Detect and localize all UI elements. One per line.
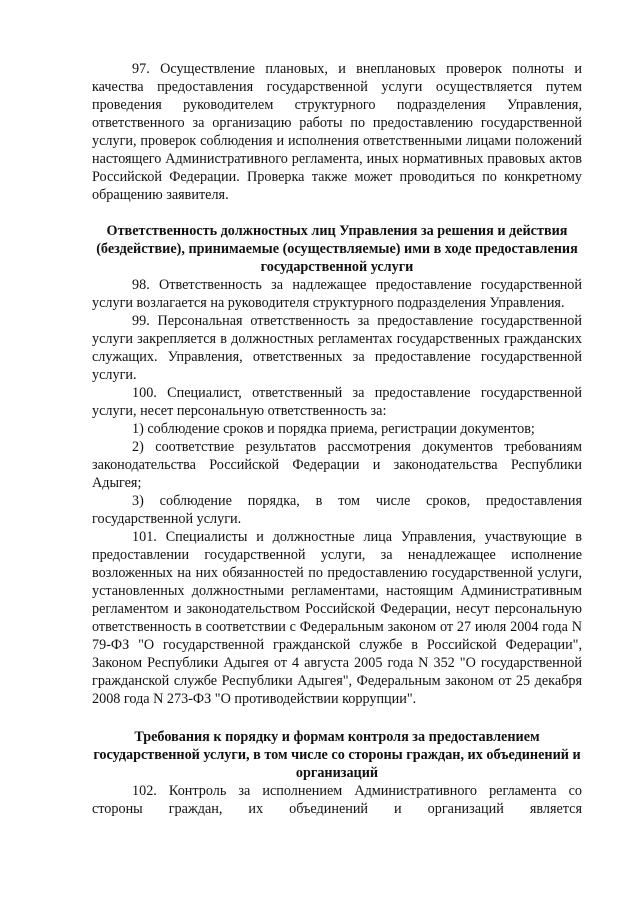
paragraph-98: 98. Ответственность за надлежащее предоставление государственной услуги возлагается на руководителя структурного подразделения Управления. bbox=[92, 277, 582, 311]
paragraph-101: 101. Специалисты и должностные лица Управления, участвующие в предоставлении государственной услуги, за ненадлежащее исполнение возложенных на них обязанностей по предоставлению государственной услуги, установленных должностными регламентами, настоящим Административным регламентом и законодательством Российской Федерации, несут персональную ответственность в соответствии с Федеральным законом от 27 июля 2004 года N 79-ФЗ "О государственной гражданской службе в Российской Федерации", Законом Республики Адыгея от 4 августа 2005 года N 352 "О государственной гражданской службе Республики Адыгея", Федеральным законом от 25 декабря 2008 года N 273-ФЗ "О противодействии коррупции". bbox=[92, 529, 582, 707]
list-item-3: 3) соблюдение порядка, в том числе сроков, предоставления государственной услуги. bbox=[92, 493, 582, 527]
paragraph-102: 102. Контроль за исполнением Административного регламента со стороны граждан, их объединений и организаций является bbox=[92, 783, 582, 817]
list-item-1: 1) соблюдение сроков и порядка приема, регистрации документов; bbox=[132, 421, 535, 437]
paragraph-99: 99. Персональная ответственность за предоставление государственной услуги закрепляется в должностных регламентах государственных гражданских служащих. Управления, ответственных за предоставление государственной услуги. bbox=[92, 313, 582, 383]
paragraph-97: 97. Осуществление плановых, и внеплановых проверок полноты и качества предоставления государственной услуги осуществляется путем проведения руководителем структурного подразделения Управления, ответственного за организацию работы по предоставлению государственной услуги, проверок соблюдения и исполнения ответственными лицами положений настоящего Административного регламента, иных нормативных правовых актов Российской Федерации. Проверка также может проводиться по конкретному обращению заявителя. bbox=[92, 61, 582, 203]
section-heading-responsibility: Ответственность должностных лиц Управления за решения и действия (бездействие), принимаемые (осуществляемые) ими в ходе предоставления государственной услуги bbox=[96, 223, 578, 275]
document-page bbox=[92, 60, 582, 818]
paragraph-100: 100. Специалист, ответственный за предоставление государственной услуги, несет персональную ответственность за: bbox=[92, 385, 582, 419]
list-item-2: 2) соответствие результатов рассмотрения документов требованиям законодательства Российской Федерации и законодательства Республики Адыгея; bbox=[92, 439, 582, 491]
section-heading-control: Требования к порядку и формам контроля за предоставлением государственной услуги, в том числе со стороны граждан, их объединений и организаций bbox=[93, 729, 581, 781]
